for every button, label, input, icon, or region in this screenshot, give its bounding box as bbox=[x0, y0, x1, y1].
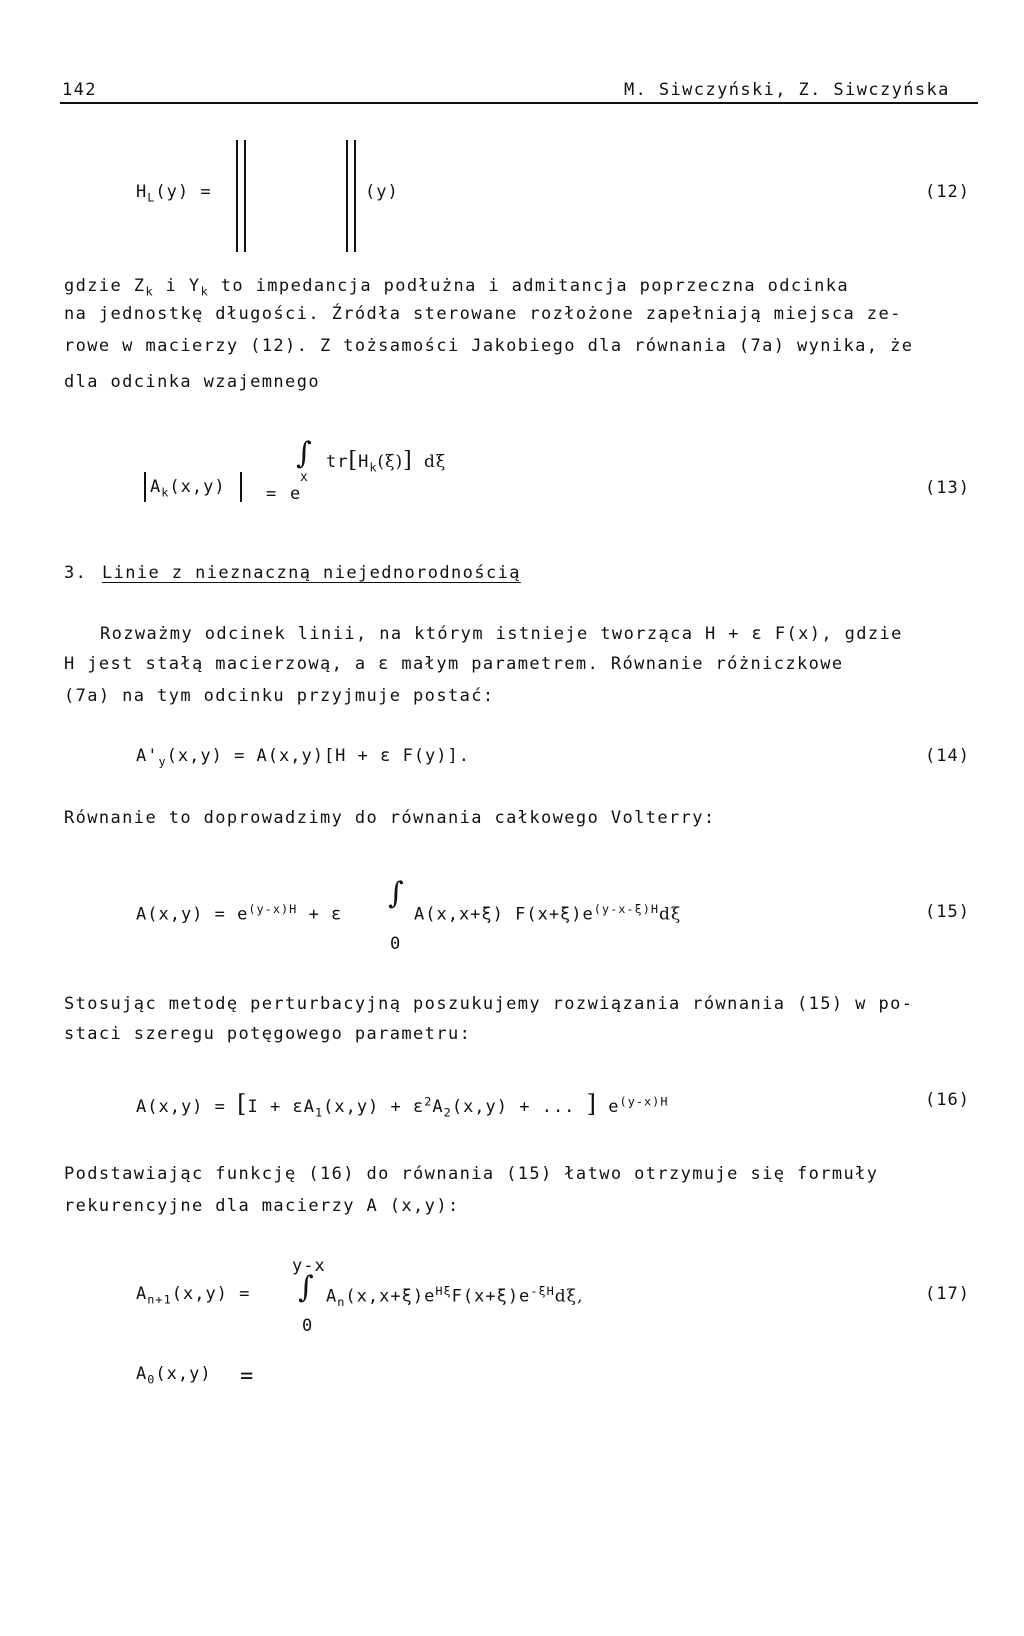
eq18-lhs: $A_0(x,y)$ bbox=[136, 1364, 212, 1387]
para2-line1: Rozważmy odcinek linii, na którym istnieje tworząca H + ε F(x), gdzie bbox=[100, 624, 903, 644]
para2-line2: H jest stałą macierzową, a ε małym parametrem. Równanie różniczkowe bbox=[64, 654, 844, 674]
eq17-upper-limit: y-x bbox=[292, 1256, 326, 1276]
eq16: $A(x,y) = [I + \varepsilon A_1(x,y) + \varepsilon^2A_2(x,y)$ + ... ] $e^{(y-x)H}$ bbox=[136, 1090, 669, 1120]
para1-line4: dla odcinka wzajemnego bbox=[64, 372, 320, 392]
para3-line1: Równanie to doprowadzimy do równania całkowego Volterry: bbox=[64, 808, 716, 828]
para1-line1: gdzie $Z_k$ i $Y_k$ to impedancja podłużna i admitancja poprzeczna odcinka bbox=[64, 276, 850, 299]
eq13-label: (13) bbox=[925, 478, 970, 498]
eq12-inner: (y) bbox=[365, 182, 399, 202]
eq13-exponent: $tr[H_k(\xi)]$ dξ bbox=[326, 448, 447, 475]
eq13-integral-lower: x bbox=[300, 470, 308, 485]
header-rule bbox=[60, 102, 978, 104]
eq15-label: (15) bbox=[925, 902, 970, 922]
eq14-label: (14) bbox=[925, 746, 970, 766]
eq13-base: e bbox=[290, 484, 302, 504]
eq13-abs-right bbox=[240, 472, 242, 502]
eq12-bar-left-2 bbox=[244, 140, 246, 252]
para4-line2: staci szeregu potęgowego parametru: bbox=[64, 1024, 472, 1044]
eq17-lower-limit: 0 bbox=[302, 1316, 314, 1336]
eq18-equals: = bbox=[240, 1364, 255, 1389]
eq12-lhs: $H_L(y)$ = bbox=[136, 182, 212, 205]
eq17-integrand: $A_n(x,x+\xi)e^{H\xi}F(x+\xi)e^{-\xi H}d\xi$, bbox=[326, 1284, 584, 1310]
eq12-bar-left-1 bbox=[236, 140, 238, 252]
para1-line3: rowe w macierzy (12). Z tożsamości Jakobiego dla równania (7a) wynika, że bbox=[64, 336, 914, 356]
section-title: Linie z nieznaczną niejednorodnością bbox=[102, 563, 521, 583]
running-header-authors: M. Siwczyński, Z. Siwczyńska bbox=[624, 80, 950, 100]
eq13-integral-sign: ∫ bbox=[296, 436, 312, 471]
para4-line1: Stosując metodę perturbacyjną poszukujemy rozwiązania równania (15) w po- bbox=[64, 994, 914, 1014]
eq13-abs-left bbox=[144, 472, 146, 502]
eq12-label: (12) bbox=[925, 182, 970, 202]
eq15-integrand: A(x,x+ξ) $F(x+\xi)e^{(y-x-\xi)H}d\xi$ bbox=[414, 902, 682, 925]
eq15-lhs: $A(x,y) = e^{(y-x)H} + \varepsilon$ bbox=[136, 902, 343, 925]
eq13-equals: = bbox=[266, 484, 278, 504]
eq17-lhs: $A_{n+1}(x,y)$ = bbox=[136, 1284, 251, 1307]
eq12-bar-right-2 bbox=[354, 140, 356, 252]
eq17-label: (17) bbox=[925, 1284, 970, 1304]
para1-line2: na jednostkę długości. Źródła sterowane rozłożone zapełniają miejsca ze- bbox=[64, 304, 902, 324]
eq16-label: (16) bbox=[925, 1090, 970, 1110]
section-number: 3. bbox=[64, 563, 88, 583]
para5-line2: rekurencyjne dla macierzy A (x,y): bbox=[64, 1196, 460, 1216]
para2-line3: (7a) na tym odcinku przyjmuje postać: bbox=[64, 686, 495, 706]
page-number: 142 bbox=[62, 80, 97, 100]
para5-line1: Podstawiając funkcję (16) do równania (15) łatwo otrzymuje się formuły bbox=[64, 1164, 879, 1184]
eq15-integral-sign: ∫ bbox=[388, 876, 404, 911]
eq12-bar-right-1 bbox=[346, 140, 348, 252]
eq15-lower-limit: 0 bbox=[390, 934, 402, 954]
eq17-integral-sign: ∫ bbox=[298, 1270, 314, 1305]
eq14: $A'_y(x,y) = A(x,y)[H + \varepsilon$ F(y)]. bbox=[136, 746, 470, 769]
eq13-lhs: $A_k(x,y)$ bbox=[150, 477, 226, 500]
